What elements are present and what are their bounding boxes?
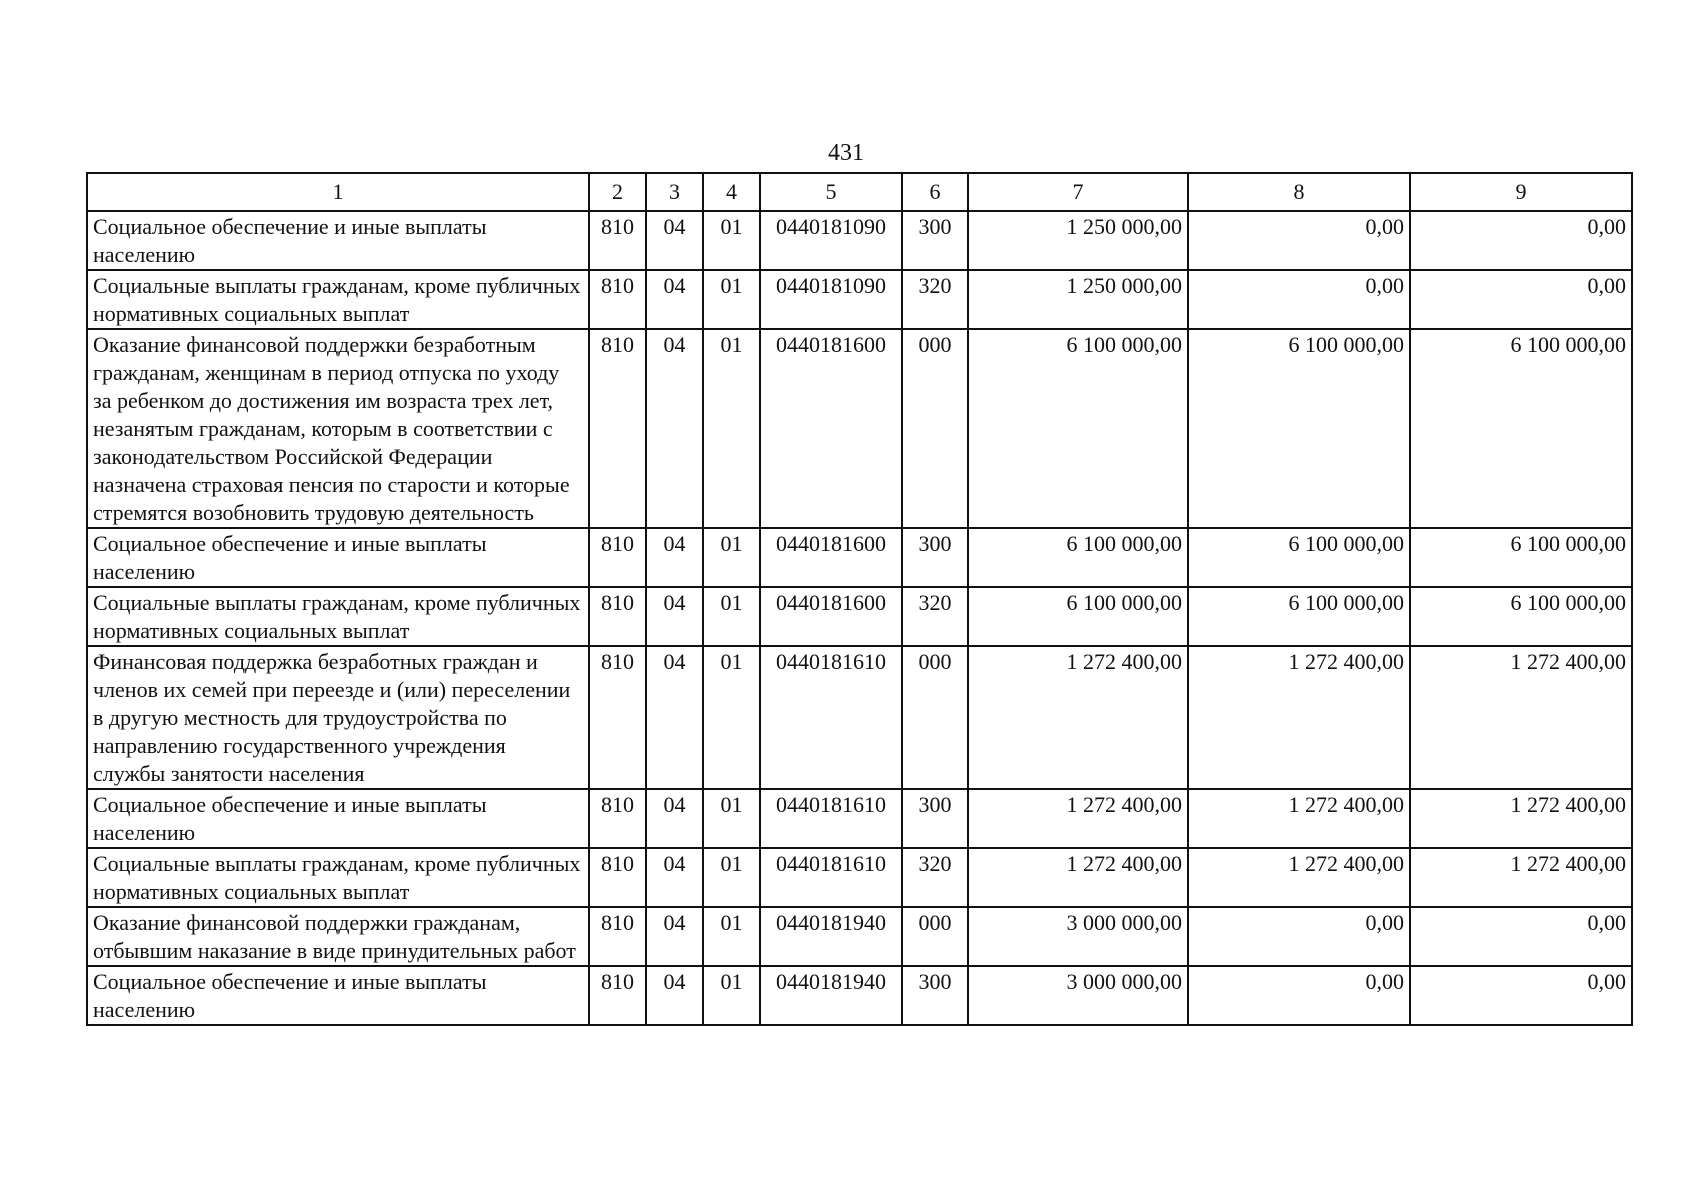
ministry-code: 810 — [589, 789, 646, 848]
amount-col9: 0,00 — [1410, 907, 1632, 966]
expense-name: Социальные выплаты гражданам, кроме публичных нормативных социальных выплат — [87, 587, 589, 646]
table-row — [87, 211, 1632, 270]
amount-col7: 1 250 000,00 — [968, 211, 1188, 270]
table-row — [87, 789, 1632, 848]
amount-col7: 3 000 000,00 — [968, 966, 1188, 1025]
subsection-code: 01 — [703, 966, 760, 1025]
ministry-code: 810 — [589, 907, 646, 966]
column-header: 8 — [1188, 173, 1410, 211]
amount-col9: 6 100 000,00 — [1410, 329, 1632, 528]
target-article-code: 0440181090 — [760, 270, 902, 329]
expense-type-code: 300 — [902, 211, 968, 270]
expense-name: Социальное обеспечение и иные выплаты населению — [87, 789, 589, 848]
subsection-code: 01 — [703, 789, 760, 848]
amount-col7: 1 272 400,00 — [968, 789, 1188, 848]
expense-type-code: 000 — [902, 646, 968, 789]
ministry-code: 810 — [589, 211, 646, 270]
target-article-code: 0440181610 — [760, 789, 902, 848]
column-header: 6 — [902, 173, 968, 211]
amount-col9: 1 272 400,00 — [1410, 848, 1632, 907]
amount-col8: 0,00 — [1188, 907, 1410, 966]
ministry-code: 810 — [589, 329, 646, 528]
amount-col8: 0,00 — [1188, 270, 1410, 329]
section-code: 04 — [646, 587, 703, 646]
target-article-code: 0440181610 — [760, 848, 902, 907]
amount-col9: 1 272 400,00 — [1410, 789, 1632, 848]
amount-col7: 6 100 000,00 — [968, 587, 1188, 646]
table-row — [87, 270, 1632, 329]
budget-table — [86, 172, 1633, 1026]
table-row — [87, 587, 1632, 646]
target-article-code: 0440181600 — [760, 528, 902, 587]
amount-col8: 1 272 400,00 — [1188, 789, 1410, 848]
column-header: 2 — [589, 173, 646, 211]
column-header: 1 — [87, 173, 589, 211]
target-article-code: 0440181610 — [760, 646, 902, 789]
amount-col7: 1 272 400,00 — [968, 848, 1188, 907]
amount-col9: 6 100 000,00 — [1410, 587, 1632, 646]
subsection-code: 01 — [703, 907, 760, 966]
target-article-code: 0440181600 — [760, 587, 902, 646]
expense-name: Социальное обеспечение и иные выплаты населению — [87, 211, 589, 270]
amount-col8: 1 272 400,00 — [1188, 646, 1410, 789]
amount-col9: 6 100 000,00 — [1410, 528, 1632, 587]
amount-col8: 6 100 000,00 — [1188, 329, 1410, 528]
subsection-code: 01 — [703, 211, 760, 270]
ministry-code: 810 — [589, 646, 646, 789]
section-code: 04 — [646, 848, 703, 907]
amount-col9: 0,00 — [1410, 966, 1632, 1025]
section-code: 04 — [646, 646, 703, 789]
expense-name: Социальные выплаты гражданам, кроме публичных нормативных социальных выплат — [87, 270, 589, 329]
table-row — [87, 848, 1632, 907]
target-article-code: 0440181940 — [760, 907, 902, 966]
expense-type-code: 000 — [902, 907, 968, 966]
expense-name: Социальные выплаты гражданам, кроме публичных нормативных социальных выплат — [87, 848, 589, 907]
target-article-code: 0440181940 — [760, 966, 902, 1025]
section-code: 04 — [646, 270, 703, 329]
subsection-code: 01 — [703, 270, 760, 329]
subsection-code: 01 — [703, 528, 760, 587]
amount-col8: 6 100 000,00 — [1188, 587, 1410, 646]
table-row — [87, 907, 1632, 966]
section-code: 04 — [646, 329, 703, 528]
section-code: 04 — [646, 528, 703, 587]
column-header: 3 — [646, 173, 703, 211]
expense-type-code: 300 — [902, 528, 968, 587]
amount-col9: 0,00 — [1410, 211, 1632, 270]
amount-col7: 1 250 000,00 — [968, 270, 1188, 329]
amount-col7: 6 100 000,00 — [968, 528, 1188, 587]
section-code: 04 — [646, 211, 703, 270]
expense-type-code: 300 — [902, 789, 968, 848]
amount-col7: 3 000 000,00 — [968, 907, 1188, 966]
expense-type-code: 320 — [902, 587, 968, 646]
subsection-code: 01 — [703, 329, 760, 528]
amount-col9: 1 272 400,00 — [1410, 646, 1632, 789]
column-header: 9 — [1410, 173, 1632, 211]
amount-col7: 1 272 400,00 — [968, 646, 1188, 789]
ministry-code: 810 — [589, 587, 646, 646]
amount-col8: 0,00 — [1188, 966, 1410, 1025]
expense-name: Финансовая поддержка безработных граждан и членов их семей при переезде и (или) переселении в другую местность для трудоустройства по направлению государственного учреждения службы занятости населения — [87, 646, 589, 789]
subsection-code: 01 — [703, 848, 760, 907]
ministry-code: 810 — [589, 966, 646, 1025]
column-header: 5 — [760, 173, 902, 211]
amount-col9: 0,00 — [1410, 270, 1632, 329]
subsection-code: 01 — [703, 587, 760, 646]
amount-col8: 1 272 400,00 — [1188, 848, 1410, 907]
table-row — [87, 646, 1632, 789]
ministry-code: 810 — [589, 270, 646, 329]
header-row — [87, 173, 1632, 211]
expense-type-code: 320 — [902, 848, 968, 907]
ministry-code: 810 — [589, 848, 646, 907]
expense-type-code: 320 — [902, 270, 968, 329]
page-number: 431 — [828, 140, 864, 166]
column-header: 4 — [703, 173, 760, 211]
column-header: 7 — [968, 173, 1188, 211]
subsection-code: 01 — [703, 646, 760, 789]
amount-col7: 6 100 000,00 — [968, 329, 1188, 528]
table-row — [87, 966, 1632, 1025]
section-code: 04 — [646, 966, 703, 1025]
expense-name: Оказание финансовой поддержки гражданам, отбывшим наказание в виде принудительных работ — [87, 907, 589, 966]
expense-name: Социальное обеспечение и иные выплаты населению — [87, 528, 589, 587]
table-row — [87, 329, 1632, 528]
expense-type-code: 000 — [902, 329, 968, 528]
expense-type-code: 300 — [902, 966, 968, 1025]
expense-name: Оказание финансовой поддержки безработным гражданам, женщинам в период отпуска по уходу за ребенком до достижения им возраста трех лет, незанятым гражданам, которым в соответствии с законодательством Российской Федерации назначена страховая пенсия по старости и которые стремятся возобновить трудовую деятельность — [87, 329, 589, 528]
table-row — [87, 528, 1632, 587]
amount-col8: 6 100 000,00 — [1188, 528, 1410, 587]
ministry-code: 810 — [589, 528, 646, 587]
target-article-code: 0440181600 — [760, 329, 902, 528]
expense-name: Социальное обеспечение и иные выплаты населению — [87, 966, 589, 1025]
section-code: 04 — [646, 907, 703, 966]
target-article-code: 0440181090 — [760, 211, 902, 270]
amount-col8: 0,00 — [1188, 211, 1410, 270]
section-code: 04 — [646, 789, 703, 848]
